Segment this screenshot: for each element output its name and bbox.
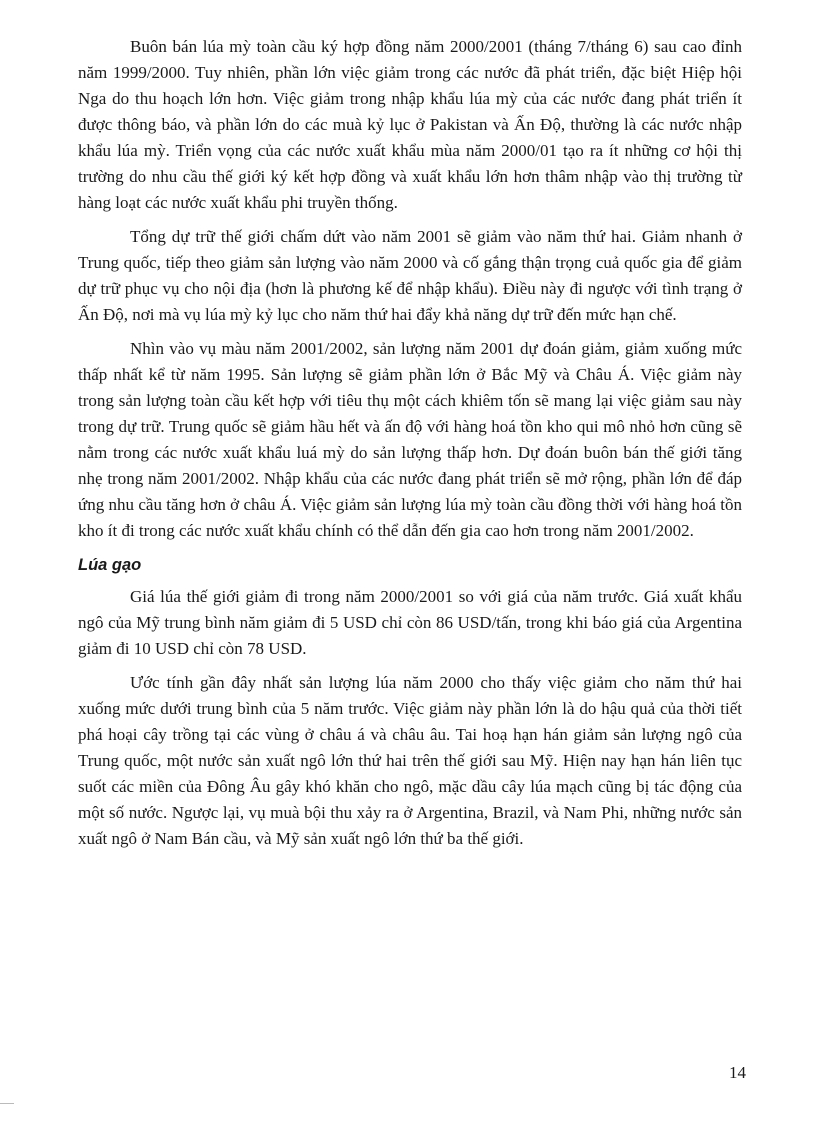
scan-edge-mark (0, 1103, 14, 1104)
paragraph-rice-prices: Giá lúa thế giới giảm đi trong năm 2000/2001 so với giá của năm trước. Giá xuất khẩu ngô của Mỹ trung bình năm giảm đi 5 USD chỉ còn 86 USD/tấn, trong khi báo giá của Argentina giảm đi 10 USD chỉ còn 78 USD. (78, 587, 742, 658)
paragraph-crop-outlook: Nhìn vào vụ màu năm 2001/2002, sản lượng năm 2001 dự đoán giảm, giảm xuống mức thấp nhất kể từ năm 1995. Sản lượng sẽ giảm phần lớn ở Bắc Mỹ và Châu Á. Việc giảm này trong sản lượng toàn cầu kết hợp với tiêu thụ một cách khiêm tốn sẽ mang lại việc giảm sau này trong dự trữ. Trung quốc sẽ giảm hầu hết và ấn độ với hàng hoá tồn kho qui mô nhỏ hơn cũng sẽ nằm trong các nước xuất khẩu luá mỳ do sản lượng thấp hơn. Dự đoán buôn bán thế giới tăng nhẹ trong năm 2001/2002. Nhập khẩu của các nước đang phát triển sẽ mở rộng, phần lớn để đáp ứng nhu cầu tăng hơn ở châu Á. Việc giảm sản lượng lúa mỳ toàn cầu đồng thời với hàng hoá tồn kho ít đi trong các nước xuất khẩu chính có thể dẫn đến gia cao hơn trong năm 2001/2002. (78, 339, 742, 540)
document-page (78, 34, 742, 860)
paragraph-wheat-trade: Buôn bán lúa mỳ toàn cầu ký hợp đồng năm 2000/2001 (tháng 7/tháng 6) sau cao đỉnh năm 1999/2000. Tuy nhiên, phần lớn việc giảm trong các nước đã phát triển, đặc biệt Hiệp hội Nga do thu hoạch lớn hơn. Việc giảm trong nhập khẩu lúa mỳ của các nước đang phát triển ít được thông báo, và phần lớn do các muà kỷ lục ở Pakistan và Ấn Độ, thường là các nước nhập khẩu lúa mỳ. Triển vọng của các nước xuất khẩu mùa năm 2000/01 tạo ra ít những cơ hội thị trường do nhu cầu thế giới ký kết hợp đồng và xuất khẩu lớn hơn thâm nhập vào thị trường từ hàng loạt các nước xuất khẩu phi truyền thống. (78, 37, 742, 212)
paragraph-world-stocks: Tổng dự trữ thế giới chấm dứt vào năm 2001 sẽ giảm vào năm thứ hai. Giảm nhanh ở Trung quốc, tiếp theo giảm sản lượng vào năm 2000 và cố gắng thận trọng cuả quốc gia để giảm dự trữ phục vụ cho nội địa (hơn là phương kế để nhập khẩu). Điều này đi ngược với tình trạng ở Ấn Độ, nơi mà vụ lúa mỳ kỷ lục cho năm thứ hai đẩy khả năng dự trữ đến mức hạn chế. (78, 227, 742, 324)
paragraph-rice-production: Ước tính gần đây nhất sản lượng lúa năm 2000 cho thấy việc giảm cho năm thứ hai xuống mức dưới trung bình của 5 năm trước. Việc giảm này phần lớn là do hậu quả của thời tiết phá hoại cây trồng tại các vùng ở châu á và châu âu. Tai hoạ hạn hán giảm sản lượng ngô của Trung quốc, một nước sản xuất ngô lớn thứ hai trên thế giới sau Mỹ. Hiện nay hạn hán liên tục suốt các miền của Đông Âu gây khó khăn cho ngô, mặc dầu cây lúa mạch cũng bị tác động của một số nước. Ngược lại, vụ muà bội thu xảy ra ở Argentina, Brazil, và Nam Phi, những nước sản xuất ngô ở Nam Bán cầu, và Mỹ sản xuất ngô lớn thứ ba thế giới. (78, 673, 742, 848)
section-heading-rice: Lúa gạo (78, 556, 142, 574)
page-number: 14 (729, 1063, 746, 1082)
